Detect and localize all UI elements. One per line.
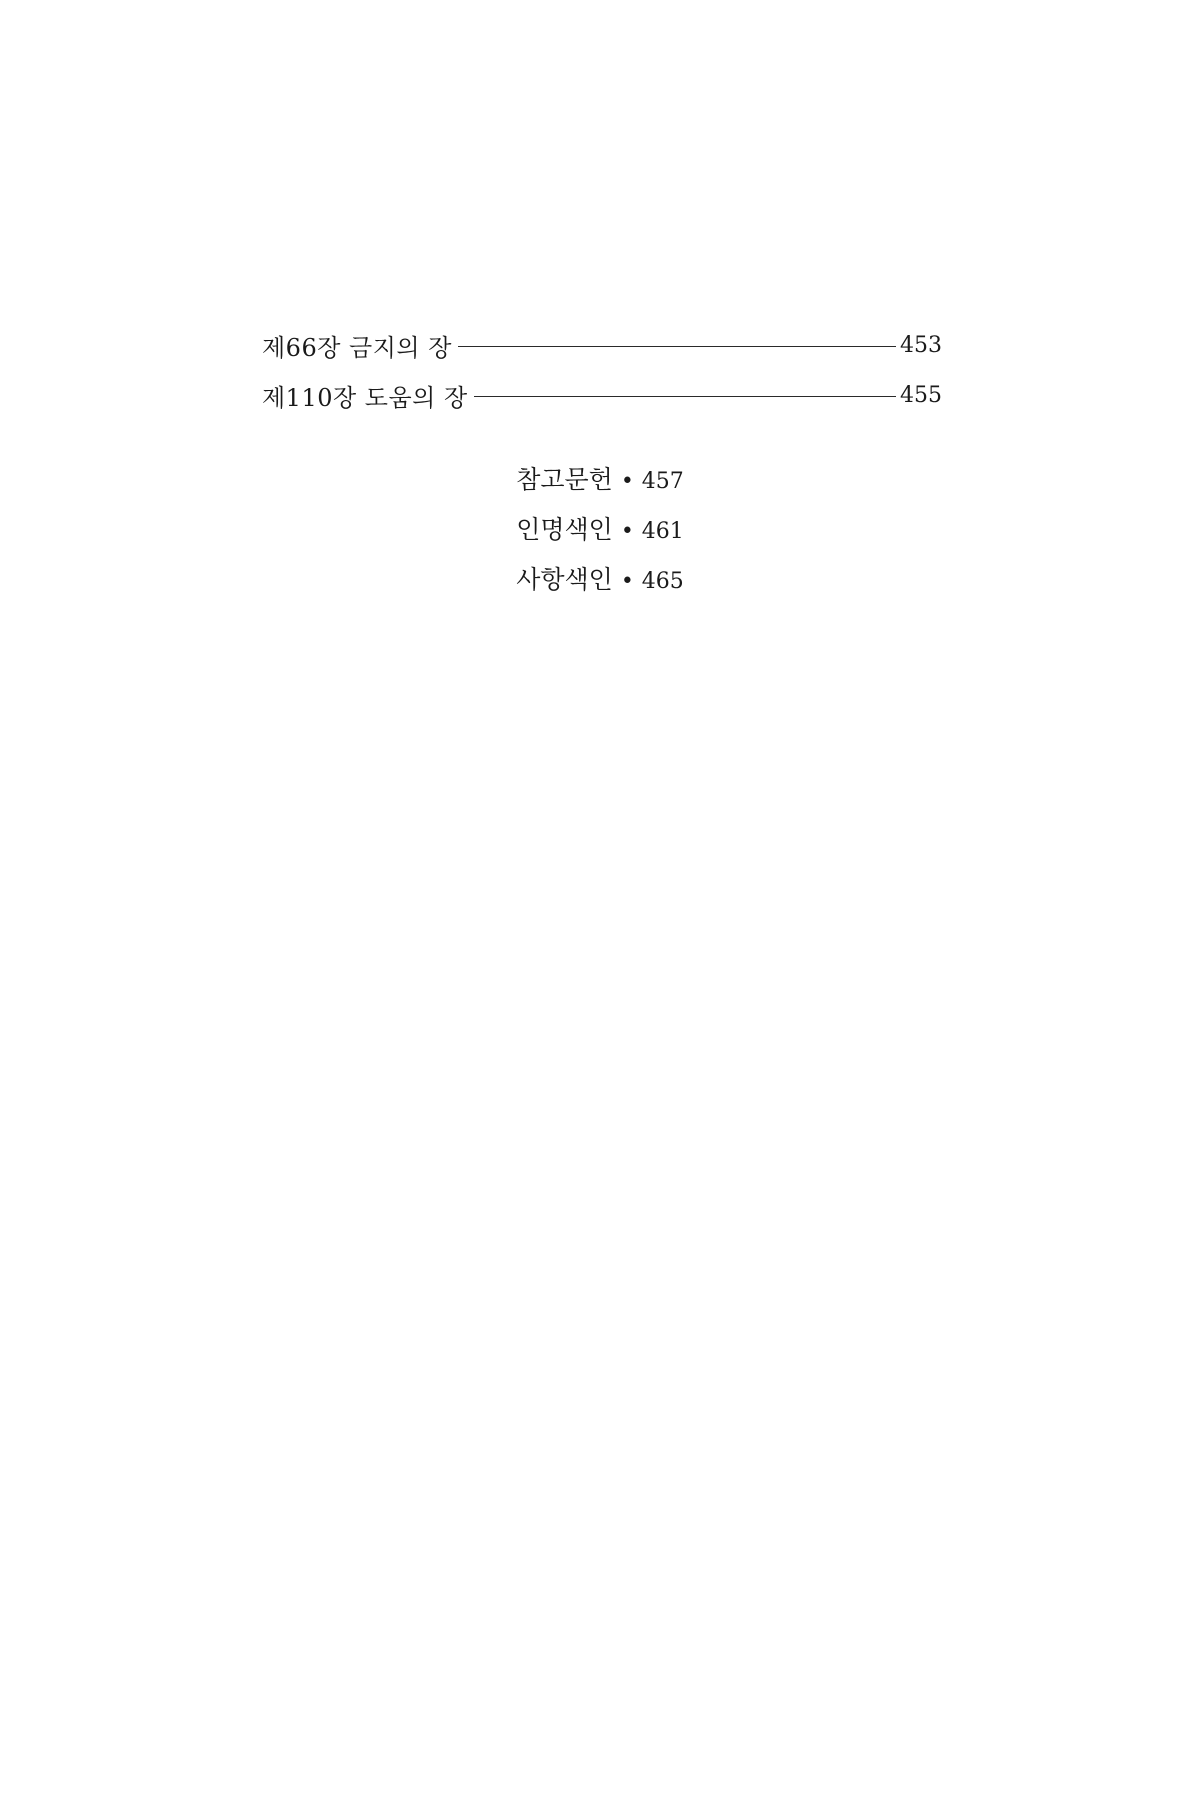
bullet-separator: • [620, 519, 634, 544]
back-matter-label: 인명색인 [516, 515, 613, 544]
toc-entry [262, 320, 942, 370]
back-matter-item-subject-index [0, 555, 1200, 605]
toc-entry-title: 제110장 도움의 장 [262, 383, 468, 412]
toc-entry [262, 370, 942, 420]
toc-list [262, 320, 942, 420]
back-matter-label: 참고문헌 [516, 465, 613, 494]
back-matter-item-name-index [0, 505, 1200, 555]
back-matter-page: 461 [641, 519, 684, 544]
toc-entry-page: 455 [900, 382, 942, 408]
bullet-separator: • [620, 569, 634, 594]
toc-entry-page: 453 [900, 332, 942, 358]
bullet-separator: • [620, 469, 634, 494]
toc-leader-line [474, 396, 896, 397]
back-matter-label: 사항색인 [516, 565, 613, 594]
back-matter-page: 457 [641, 469, 684, 494]
back-matter-page: 465 [641, 569, 684, 594]
back-matter-list [0, 455, 1200, 605]
toc-entry-title: 제66장 금지의 장 [262, 333, 452, 362]
toc-leader-line [458, 346, 896, 347]
back-matter-item-references [0, 455, 1200, 505]
